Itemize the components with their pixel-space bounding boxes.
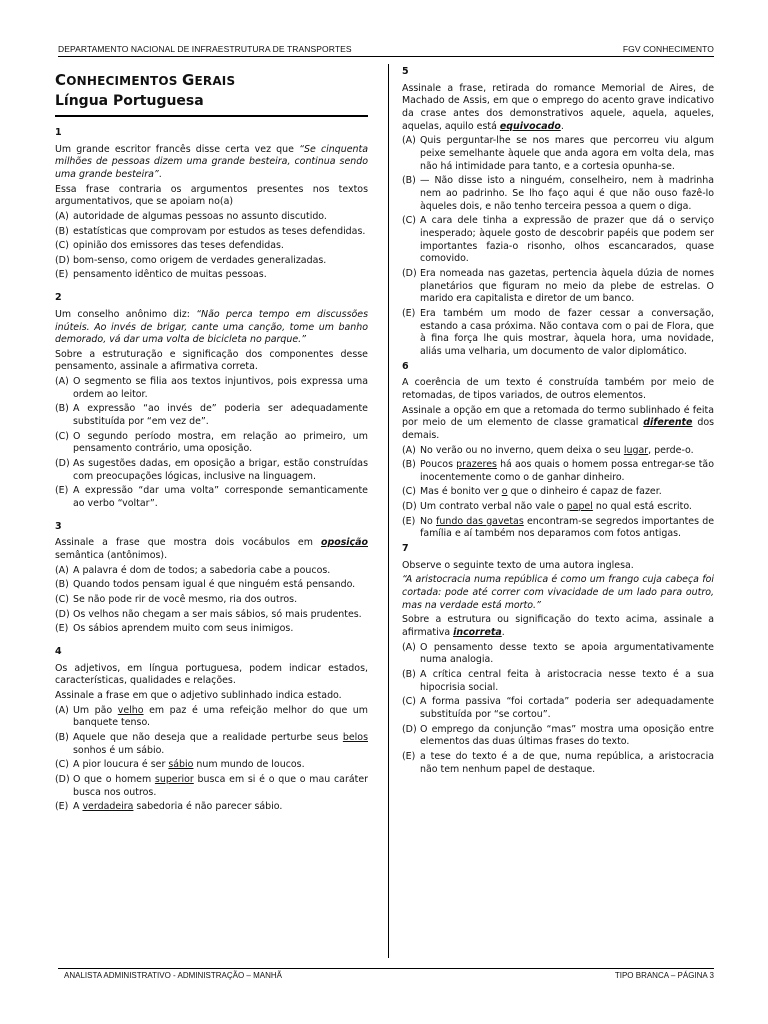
option-e[interactable]: (E) Era também um modo de fazer cessar a conversação, estando a casa próxima. Não contava com o pai de Flora, que à fina força lhe quis mostrar, àquela hora, uma novidade, aliás uma velharia, um documento de valor diplomático. — [402, 307, 714, 357]
question-intro: Os adjetivos, em língua portuguesa, podem indicar estados, características, qualidades e relações. — [55, 662, 368, 687]
option-e[interactable]: (E) Os sábios aprendem muito com seus inimigos. — [55, 623, 294, 635]
option-a[interactable]: (A) O segmento se filia aos textos injuntivos, pois expressa uma ordem ao leitor. — [55, 376, 368, 400]
option-d[interactable]: (D) As sugestões dadas, em oposição a brigar, estão construídas com preocupações lógicas, inclusive na linguagem. — [55, 458, 368, 482]
question-prompt: Sobre a estruturação e significação dos componentes desse pensamento, assinale a afirmativa correta. — [55, 348, 368, 373]
question-quote: “A aristocracia numa república é como um frango cuja cabeça foi cortada: pode até correr com vivacidade de um lado para outro, mas na verdade está morto.” — [402, 574, 714, 611]
option-e[interactable]: (E) No fundo das gavetas encontram-se segredos importantes de família e aí também nos deparamos com fotos antigas. — [402, 515, 715, 540]
option-c[interactable]: (C) A cara dele tinha a expressão de prazer que dá o serviço inesperado; àquele gosto de descobrir papéis que podem ser importantes fazia-o risonho, olhos escancarados, quase comovido. — [402, 215, 714, 265]
question-prompt: Assinale a opção em que a retomada do termo sublinhado é feita por meio de um elemento de classe gramatical diferente dos demais. — [402, 404, 715, 441]
question-number: 6 — [402, 360, 409, 372]
question-6 — [402, 361, 714, 542]
option-d[interactable]: (D) O que o homem superior busca em si é o que o mau caráter busca nos outros. — [55, 773, 368, 798]
question-7 — [402, 543, 714, 776]
question-number: 3 — [55, 520, 62, 532]
option-d[interactable]: (D) O emprego da conjunção “mas” mostra uma oposição entre elementos das duas últimas frases do texto. — [402, 723, 714, 748]
question-number: 1 — [55, 126, 62, 138]
question-number: 7 — [402, 543, 409, 555]
option-a[interactable]: (A) No verão ou no inverno, quem deixa o seu lugar, perde-o. — [402, 444, 694, 456]
option-a[interactable]: (A) O pensamento desse texto se apoia argumentativamente numa analogia. — [402, 641, 714, 666]
option-b[interactable]: (B) Aquele que não deseja que a realidade perturbe seus belos sonhos é um sábio. — [55, 732, 368, 756]
header-organizer: FGV CONHECIMENTO — [622, 44, 714, 54]
left-column — [55, 66, 368, 816]
option-b[interactable]: (B) — Não disse isto a ninguém, conselheiro, nem à madrinha nem ao padrinho. Se lho faço aqui é que não ouso fazê-lo àqueles dois, e não tenho terceira pessoa a quem o diga. — [402, 175, 714, 212]
column-divider — [388, 64, 389, 958]
question-number: 4 — [55, 646, 62, 657]
footer-exam-title: ANALISTA ADMINISTRATIVO - ADMINISTRAÇÃO – MANHÃ — [64, 971, 282, 980]
option-c[interactable]: (C) O segundo período mostra, em relação ao primeiro, um pensamento contrário, uma oposição. — [55, 430, 368, 455]
question-prompt: Assinale a frase, retirada do romance Memorial de Aires, de Machado de Assis, em que o emprego do acento grave indicativo da crase antes dos demonstrativos aquele, aquela, aqueles, aquelas, aquilo está equivocado. — [402, 82, 714, 132]
option-b[interactable]: (B) Poucos prazeres há aos quais o homem possa entregar-se tão inocentemente como o de ganhar dinheiro. — [402, 459, 714, 483]
section-subtitle: Língua Portuguesa — [55, 92, 368, 117]
question-intro: Um conselho anônimo diz: “Não perca tempo em discussões inúteis. Ao invés de brigar, cante uma canção, tome um banho demorado, vá dar uma volta de bicicleta no parque.” — [55, 308, 368, 346]
option-c[interactable]: (C) opinião dos emissores das teses defendidas. — [55, 240, 284, 252]
option-b[interactable]: (B) A crítica central feita à aristocracia nesse texto é a sua hipocrisia social. — [402, 669, 714, 693]
option-d[interactable]: (D) Os velhos não chegam a ser mais sábios, só mais prudentes. — [55, 608, 362, 620]
right-column — [402, 66, 714, 778]
option-d[interactable]: (D) bom-senso, como origem de verdades generalizadas. — [55, 254, 327, 266]
option-b[interactable]: (B) Quando todos pensam igual é que ninguém está pensando. — [55, 579, 356, 591]
option-b[interactable]: (B) estatísticas que comprovam por estudos as teses defendidas. — [55, 225, 366, 237]
question-1 — [55, 127, 368, 282]
option-c[interactable]: (C) Se não pode rir de você mesmo, ria dos outros. — [55, 594, 298, 606]
option-d[interactable]: (D) Um contrato verbal não vale o papel no qual está escrito. — [402, 501, 692, 513]
page-header — [58, 42, 714, 57]
question-intro: Observe o seguinte texto de uma autora inglesa. — [402, 559, 634, 571]
question-prompt: Assinale a frase que mostra dois vocábulos em oposição semântica (antônimos). — [55, 537, 368, 562]
option-a[interactable]: (A) Quis perguntar-lhe se nos mares que percorreu viu algum peixe semelhante àquele que anda agora em volta dela, mas não há intimidade para tanto, e a cortesia opunha-se. — [402, 135, 714, 172]
question-3 — [55, 521, 368, 636]
question-4 — [55, 646, 368, 814]
option-c[interactable]: (C) A pior loucura é ser sábio num mundo de loucos. — [55, 759, 305, 771]
option-e[interactable]: (E) A expressão “dar uma volta” corresponde semanticamente ao verbo “voltar”. — [55, 485, 368, 510]
option-c[interactable]: (C) A forma passiva “foi cortada” poderia ser adequadamente substituída por “se cortou”. — [402, 696, 714, 721]
page-footer — [58, 968, 714, 981]
question-prompt: Essa frase contraria os argumentos presentes nos textos argumentativos, que se apoiam no(a) — [55, 183, 368, 208]
option-a[interactable]: (A) autoridade de algumas pessoas no assunto discutido. — [55, 210, 327, 222]
option-a[interactable]: (A) Um pão velho em paz é uma refeição melhor do que um banquete tenso. — [55, 704, 368, 729]
header-department: DEPARTAMENTO NACIONAL DE INFRAESTRUTURA DE TRANSPORTES — [58, 44, 352, 54]
footer-page-info: TIPO BRANCA – PÁGINA 3 — [614, 971, 714, 980]
question-prompt: Assinale a frase em que o adjetivo sublinhado indica estado. — [55, 690, 342, 702]
option-d[interactable]: (D) Era nomeada nas gazetas, pertencia àquela dúzia de nomes planetários que figuram no meio da plebe de estrelas. O marido era capitalista e diretor de um banco. — [402, 267, 714, 305]
question-prompt: Sobre a estrutura ou significação do texto acima, assinale a afirmativa incorreta. — [402, 614, 714, 639]
option-e[interactable]: (E) A verdadeira sabedoria é não parecer sábio. — [55, 801, 283, 813]
option-b[interactable]: (B) A expressão “ao invés de” poderia ser adequadamente substituída por “em vez de”. — [55, 403, 368, 428]
question-number: 2 — [55, 292, 62, 304]
question-2 — [55, 292, 368, 511]
question-intro: A coerência de um texto é construída também por meio de retomadas, de tipos variados, de outros elementos. — [402, 377, 714, 401]
question-5 — [402, 66, 714, 359]
option-c[interactable]: (C) Mas é bonito ver o que o dinheiro é capaz de fazer. — [402, 486, 662, 498]
option-e[interactable]: (E) a tese do texto é a de que, numa república, a aristocracia não tem nenhum papel de destaque. — [402, 751, 714, 775]
option-e[interactable]: (E) pensamento idêntico de muitas pessoas. — [55, 269, 267, 281]
question-intro: Um grande escritor francês disse certa vez que “Se cinquenta milhões de pessoas dizem uma grande besteira, continua sendo uma grande besteira”. — [55, 143, 368, 180]
section-title: CONHECIMENTOS GERAIS — [55, 71, 236, 89]
question-number: 5 — [402, 66, 409, 77]
option-a[interactable]: (A) A palavra é dom de todos; a sabedoria cabe a poucos. — [55, 564, 331, 576]
